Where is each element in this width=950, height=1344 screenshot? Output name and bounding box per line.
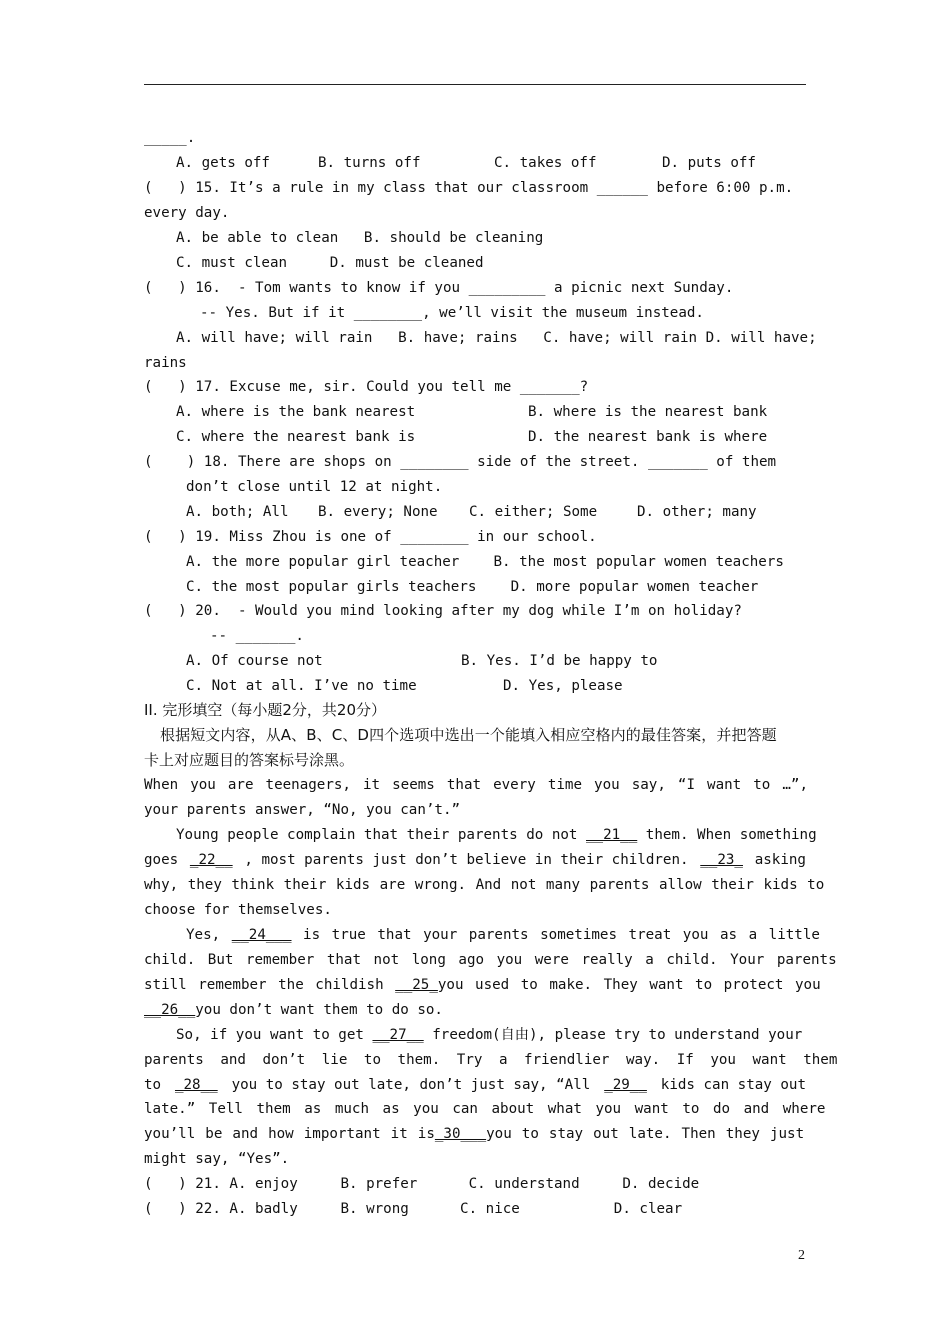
passage-line: [144, 976, 821, 994]
passage-line: [176, 826, 817, 844]
passage-line: might say, “Yes”.: [144, 1151, 290, 1167]
q14-option-a: A. gets off: [176, 155, 270, 171]
passage-line: why, they think their kids are wrong. And not many parents allow their kids to: [144, 877, 825, 893]
passage-line: [144, 1076, 806, 1094]
blank-28: _28__: [174, 1077, 218, 1093]
passage-text: Young people complain that their parents do not: [176, 827, 586, 843]
passage-text: you’ll be and how important it is: [144, 1126, 435, 1142]
passage-line: your parents answer, “No, you can’t.”: [144, 802, 461, 818]
q18-option-c: C. either; Some: [469, 504, 598, 520]
q17-option-b: B. where is the nearest bank: [528, 404, 768, 420]
passage-text: asking: [754, 852, 806, 868]
q18-option-d: D. other; many: [637, 504, 757, 520]
q15-options-cd: C. must clean D. must be cleaned: [176, 255, 484, 271]
q22-row: ( ) 22. A. badly B. wrong C. nice D. clear: [144, 1201, 683, 1217]
q21-row: ( ) 21. A. enjoy B. prefer C. understand D. decide: [144, 1176, 700, 1192]
passage-text: freedom(自由), please try to understand your: [423, 1027, 803, 1043]
blank-22: _22__: [189, 852, 233, 868]
passage-line: [144, 851, 806, 869]
passage-line: late.” Tell them as much as you can about what you want to do and where: [144, 1101, 826, 1117]
q18-option-b: B. every; None: [318, 504, 438, 520]
blank-25: __25_: [395, 977, 438, 993]
passage-line: [176, 1026, 802, 1044]
passage-line: [144, 1125, 804, 1143]
passage-text: So, if you want to get: [176, 1027, 373, 1043]
q14-option-d: D. puts off: [662, 155, 756, 171]
q15-options-ab: A. be able to clean B. should be cleaning: [176, 230, 544, 246]
q14-option-b: B. turns off: [318, 155, 421, 171]
passage-text: you don’t want them to do so.: [195, 1002, 443, 1018]
passage-text: you to stay out late, don’t just say, “All: [231, 1077, 591, 1093]
blank-26: __26__: [144, 1002, 196, 1018]
q20-reply: -- _______.: [210, 628, 304, 644]
passage-line: [144, 1001, 443, 1019]
passage-text: them. When something: [637, 827, 817, 843]
q17-stem: ( ) 17. Excuse me, sir. Could you tell me _______?: [144, 379, 589, 395]
q16-options-cont: rains: [144, 355, 187, 371]
q18-option-a: A. both; All: [186, 504, 289, 520]
q14-option-c: C. takes off: [494, 155, 597, 171]
passage-line: When you are teenagers, it seems that every time you say, “I want to …”,: [144, 777, 808, 793]
passage-text: kids can stay out: [660, 1077, 806, 1093]
blank-24: __24___: [231, 927, 292, 943]
passage-text: still remember the childish: [144, 977, 396, 993]
passage-text: you used to make. They want to protect you: [437, 977, 821, 993]
passage-line: choose for themselves.: [144, 902, 332, 918]
blank-23: __23_: [700, 852, 743, 868]
q17-option-d: D. the nearest bank is where: [528, 429, 768, 445]
passage-line: parents and don’t lie to them. Try a friendlier way. If you want them: [144, 1052, 838, 1068]
q16-options: A. will have; will rain B. have; rains C. have; will rain D. will have;: [176, 330, 817, 346]
q20-option-d: D. Yes, please: [503, 678, 623, 694]
q17-option-a: A. where is the bank nearest: [176, 404, 416, 420]
passage-text: is true that your parents sometimes treat you as a little: [291, 927, 820, 943]
q18-stem: ( ) 18. There are shops on ________ side of the street. _______ of them: [144, 454, 777, 470]
blank-27: __27__: [372, 1027, 424, 1043]
section-instructions-cont: 卡上对应题目的答案标号涂黑。: [144, 751, 355, 769]
q16-stem: ( ) 16. - Tom wants to know if you _________ a picnic next Sunday.: [144, 280, 734, 296]
q20-option-a: A. Of course not: [186, 653, 323, 669]
passage-text: Yes,: [186, 927, 232, 943]
blank-30: _30___: [434, 1126, 487, 1142]
passage-text: to: [144, 1077, 162, 1093]
q15-stem-cont: every day.: [144, 205, 230, 221]
section-heading: II. 完形填空（每小题2分，共20分）: [144, 701, 387, 719]
q19-stem: ( ) 19. Miss Zhou is one of ________ in our school.: [144, 529, 597, 545]
q18-stem-cont: don’t close until 12 at night.: [186, 479, 443, 495]
blank-21: __21__: [586, 827, 638, 843]
passage-text: , most parents just don’t believe in their children.: [244, 852, 689, 868]
blank-continuation: _____.: [144, 130, 196, 146]
q20-option-b: B. Yes. I’d be happy to: [461, 653, 658, 669]
blank-29: _29__: [604, 1077, 647, 1093]
q20-stem: ( ) 20. - Would you mind looking after my dog while I’m on holiday?: [144, 603, 742, 619]
q20-option-c: C. Not at all. I’ve no time: [186, 678, 417, 694]
q19-options-ab: A. the more popular girl teacher B. the most popular women teachers: [186, 554, 784, 570]
passage-line: [186, 926, 820, 944]
q19-options-cd: C. the most popular girls teachers D. more popular women teacher: [186, 579, 759, 595]
passage-line: child. But remember that not long ago you were really a child. Your parents: [144, 952, 837, 968]
passage-text: goes: [144, 852, 179, 868]
section-instructions: 根据短文内容，从A、B、C、D四个选项中选出一个能填入相应空格内的最佳答案，并把答题: [160, 726, 777, 744]
q16-reply: -- Yes. But if it ________, we’ll visit the museum instead.: [200, 305, 704, 321]
passage-text: you to stay out late. Then they just: [486, 1126, 805, 1142]
page-number: 2: [798, 1248, 805, 1263]
q15-stem: ( ) 15. It’s a rule in my class that our classroom ______ before 6:00 p.m.: [144, 180, 794, 196]
q17-option-c: C. where the nearest bank is: [176, 429, 416, 445]
header-rule: [144, 84, 806, 85]
